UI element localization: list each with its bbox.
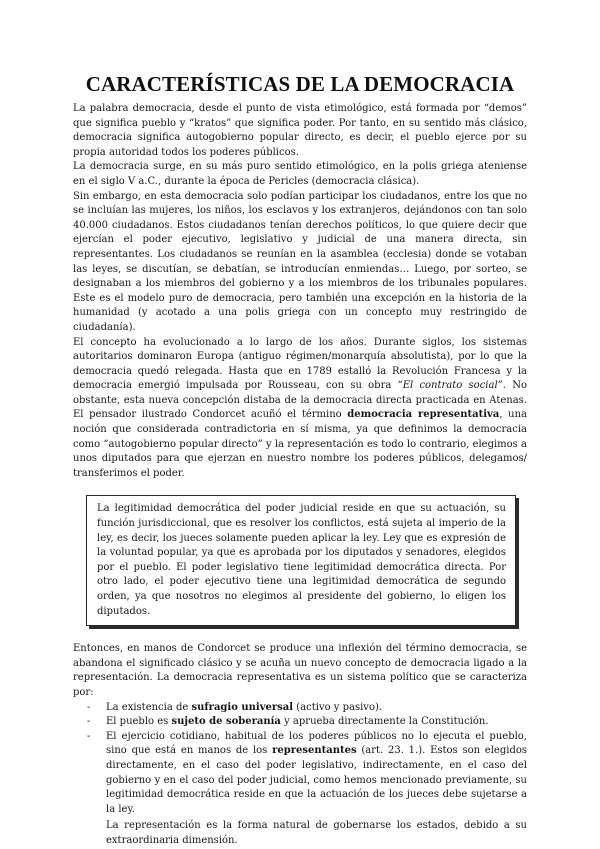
- list-item: [106, 701, 527, 716]
- callout-text: La legitimidad democrática del poder judicial reside en que su actuación, su función jurisdiccional, que es resolver los conflictos, está sujeta al imperio de la ley, es decir, los jueces solamente pueden aplicar la ley. Ley que es expresión de la voluntad popular, ya que es aprobada por los diputados y senadores, elegidos por el pueblo. El poder legislativo tiene legitimidad democrática directa. Por otro lado, el poder ejecutivo tiene una legitimidad democrática de segundo orden, ya que nosotros no elegimos al presidente del gobierno, lo eligen los diputados.: [97, 503, 506, 617]
- list-item: [106, 730, 527, 818]
- paragraph-evolution: [73, 336, 527, 482]
- text-run: La existencia de: [106, 701, 192, 713]
- characteristics-list: [73, 701, 527, 818]
- text-run: . No obstante, esta nueva concepción distaba de la democracia directa practicada en Atenas. El pensador ilustrado Condorcet acuñó el término: [73, 380, 527, 421]
- text-run: (activo y pasivo).: [293, 701, 383, 713]
- key-term: representantes: [272, 745, 357, 757]
- text-run: y aprueba directamente la Constitución.: [280, 716, 489, 728]
- callout-box: [86, 495, 516, 626]
- text-run: El ejercicio cotidiano, habitual de los poderes públicos no lo ejecuta el pueblo, sino que está en manos de los: [106, 730, 527, 757]
- text-run: , una noción que considerada contradictoria en sí misma, ya que definimos la democracia como “autogobierno popular directo” y la representación es todo lo contrario, elegimos a unos diputados para que ejerzan en nuestro nombre los poderes públicos, delegamos/ transferimos el poder.: [73, 409, 527, 479]
- text-run: (art. 23. 1.). Estos son elegidos directamente, en el caso del poder legislativo, indirectamente, en el caso del gobierno y en el caso del poder judicial, como hemos mencionado previamente, su legitimidad democrática reside en que la actuación de los jueces debe sujetarse a la ley.: [106, 745, 527, 815]
- text-run: El pueblo es: [106, 716, 172, 728]
- list-item: [106, 715, 527, 730]
- key-term: sujeto de soberanía: [171, 716, 281, 728]
- paragraph-athens: Sin embargo, en esta democracia solo podían participar los ciudadanos, entre los que no se incluían las mujeres, los niños, los esclavos y los extranjeros, dejándonos con tan solo 40.000 ciudadanos. Estos ciudadanos tenían derechos políticos, lo que quiere decir que ejercían el poder ejecutivo, legislativo y judicial de una manera directa, sin representantes. Los ciudadanos se reunían en la asamblea (ecclesia) donde se votaban las leyes, se discutían, se debatían, se introducían enmiendas… Luego, por sorteo, se designaban a los miembros del gobierno y a los miembros de los tribunales populares. Este es el modelo puro de democracia, pero también una excepción en la historia de la humanidad (y acotado a una polis griega con un concepto muy restringido de ciudadanía).: [73, 190, 527, 333]
- page-title: CARACTERÍSTICAS DE LA DEMOCRACIA: [85, 72, 515, 96]
- closing-paragraph: La representación es la forma natural de gobernarse los estados, debido a su extraordinaria dimensión.: [106, 820, 527, 846]
- text-run: El concepto ha evolucionado a lo largo de los años. Durante siglos, los sistemas autoritarios dominaron Europa (antiguo régimen/monarquía absolutista), por lo que la democracia quedó relegada. Hasta que en 1789 estalló la Revolución Francesa y la democracia emergió impulsada por Rousseau, con su obra: [73, 336, 527, 392]
- paragraph-origin: La democracia surge, en su más puro sentido etimológico, en la polis griega ateniense en el siglo V a.C., durante la época de Pericles (democracia clásica).: [73, 161, 527, 187]
- book-title: “El contrato social”: [397, 380, 503, 392]
- key-term: democracia representativa: [347, 409, 500, 421]
- paragraph-etymology: La palabra democracia, desde el punto de vista etimológico, está formada por “demos” que significa pueblo y “kratos” que significa poder. Por tanto, en su sentido más clásico, democracia significa autogobierno popular directo, es decir, el pueblo ejerce por su propia autoridad todos los poderes públicos.: [73, 103, 527, 158]
- paragraph-condorcet: Entonces, en manos de Condorcet se produce una inflexión del término democracia, se abandona el significado clásico y se acuña un nuevo concepto de democracia ligado a la representación. La democracia representativa es un sistema político que se caracteriza por:: [73, 643, 527, 698]
- key-term: sufragio universal: [191, 701, 294, 713]
